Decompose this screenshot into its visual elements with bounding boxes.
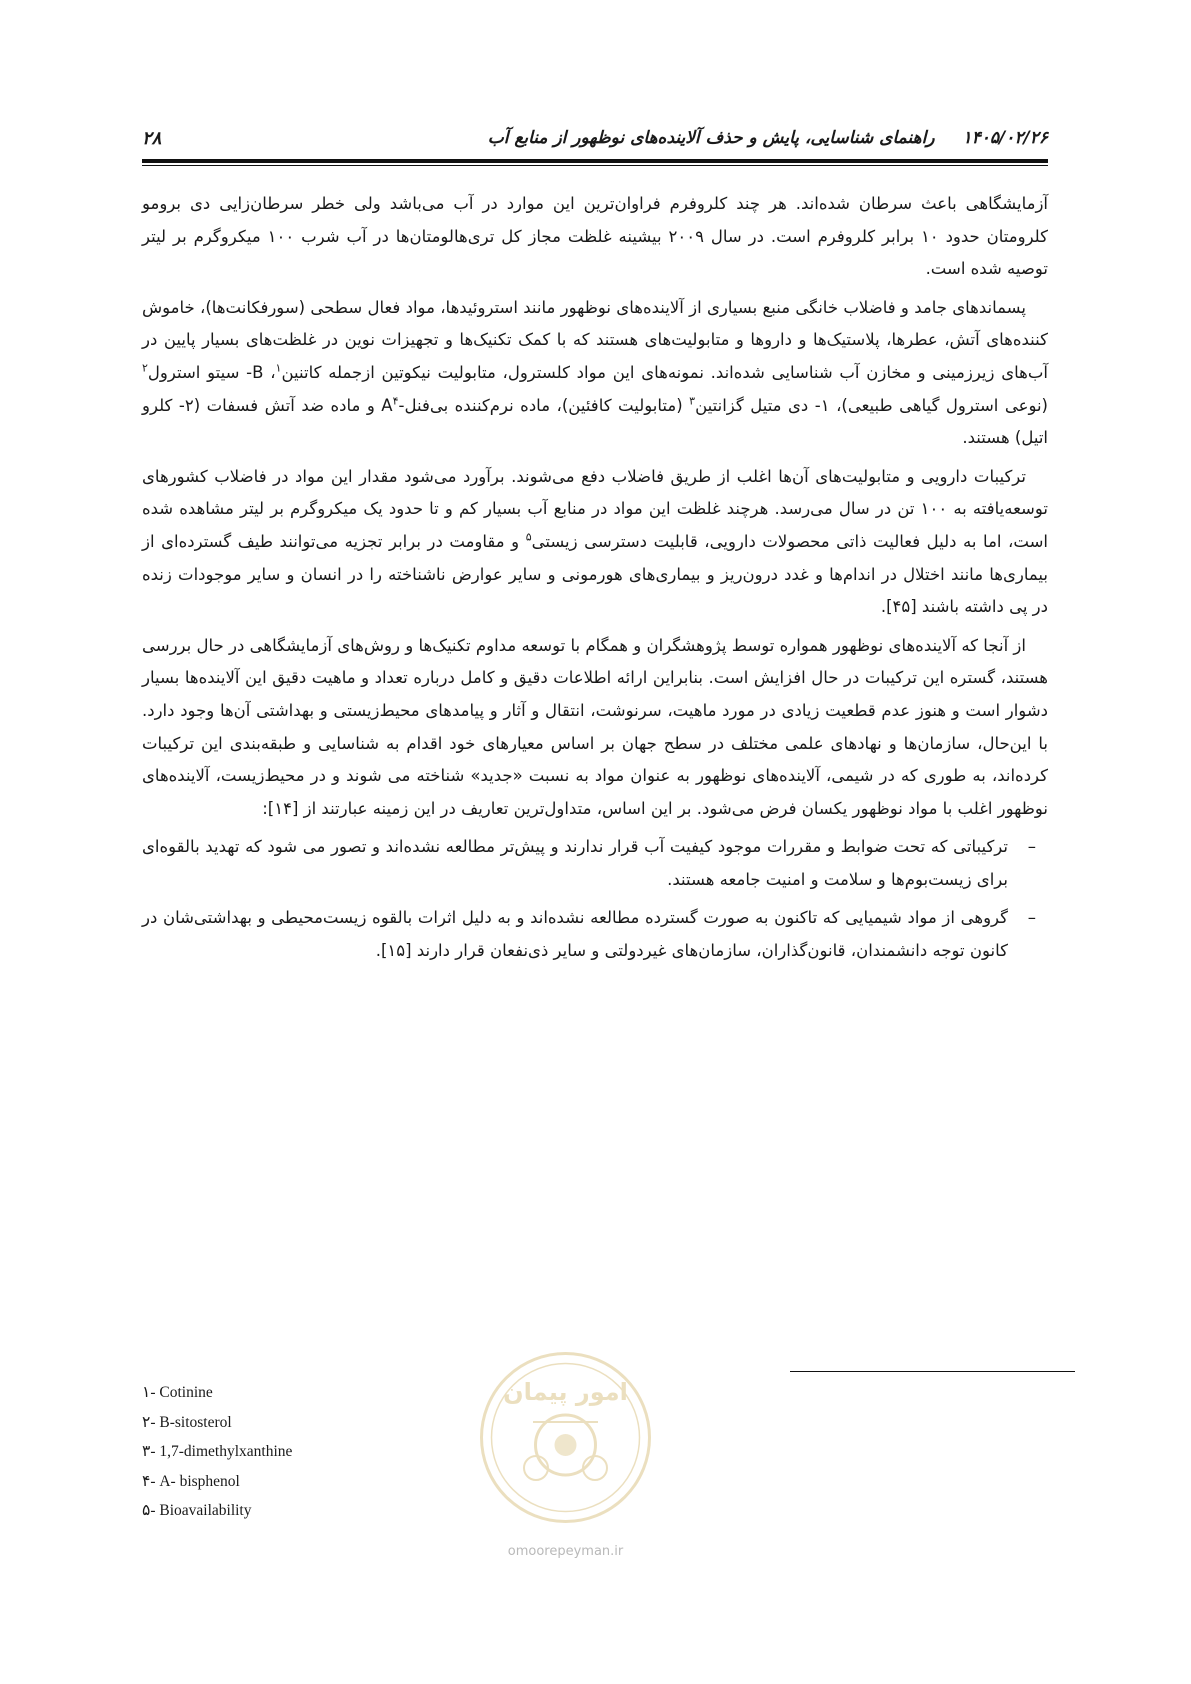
running-title (488, 128, 1048, 148)
text-run: (نوعی استرول گیاهی طبیعی)، ۱- دی متیل گزانتین (695, 395, 1048, 415)
list-item-text: گروهی از مواد شیمیایی که تاکنون به صورت گسترده مطالعه نشده‌اند و به دلیل اثرات بالقوه زیست‌محیطی و بهداشتی‌شان در کانون توجه دانشمندان، قانون‌گذاران، سازمان‌های غیردولتی و سایر ذی‌نفعان قرار دارند [۱۵]. (142, 908, 1008, 961)
footnote-ref: ۳ (689, 394, 696, 408)
header-title: راهنمای شناسایی، پایش و حذف آلاینده‌های نوظهور از منابع آب (487, 128, 935, 148)
footnote-separator (790, 1371, 1075, 1372)
watermark-logo-text: امور پیمان (503, 1378, 628, 1406)
footnote: ۱- Cotinine (142, 1384, 213, 1401)
watermark-logo-icon (478, 1350, 653, 1525)
watermark-url: omoorepeyman.ir (507, 1544, 624, 1559)
header-date: ۱۴۰۵/۰۲/۲۶ (962, 128, 1048, 148)
bullet-dash: – (1027, 908, 1036, 928)
paragraph (142, 292, 1048, 455)
list-item (142, 902, 1048, 967)
paragraph: آزمایشگاهی باعث سرطان شده‌اند. هر چند کلروفرم فراوان‌ترین این موارد در آب می‌باشد ولی خطر سرطان‌زایی دی برومو کلرومتان حدود ۱۰ برابر کلروفرم است. در سال ۲۰۰۹ بیشینه غلظت مجاز کل تری‌هالومتان‌ها در آب شرب ۱۰۰ میکروگرم بر لیتر توصیه شده است. (142, 194, 1048, 279)
definition-list (142, 831, 1048, 967)
body-text (142, 188, 1048, 974)
footnote-ref: ۵ (525, 530, 532, 544)
text-run: پسماندهای جامد و فاضلاب خانگی منبع بسیاری از آلاینده‌های نوظهور مانند استروئیدها، مواد فعال سطحی (سورفکانت‌ها)، خاموش کننده‌های آتش، عطرها، پلاستیک‌ها و داروها و متابولیت‌های هستند که با کمک تکنیک‌ها و تجهیزات نوین در غلظت‌های بسیار پایین در آب‌های زیرزمینی و مخازن آب شناسایی شده‌اند. نمونه‌های این مواد کلسترول، متابولیت نیکوتین ازجمله کاتنین (142, 297, 1048, 382)
page-number: ۲۸ (142, 128, 162, 149)
header-rule-thick (142, 159, 1048, 163)
bullet-dash: – (1027, 837, 1036, 857)
list-item-text: ترکیباتی که تحت ضوابط و مقررات موجود کیفیت آب قرار ندارند و پیش‌تر مطالعه نشده‌اند و تصور می شود که تهدید بالقوه‌ای برای زیست‌بوم‌ها و سلامت و امنیت جامعه هستند. (142, 837, 1008, 889)
footnote-ref: ۱ (275, 361, 282, 375)
footnote-ref: ۲ (142, 361, 148, 375)
footnote: ۲- B-sitosterol (142, 1413, 232, 1431)
text-run: (متابولیت کافئین)، ماده نرم‌کننده بی‌فنل-A (381, 395, 690, 415)
footnote: ۴- A- bisphenol (142, 1472, 240, 1490)
text-run: و مقاومت در برابر تجزیه می‌توانند طیف گسترده‌ای از بیماری‌ها مانند اختلال در اندام‌ها و غدد درون‌ریز و بیماری‌های هورمونی و سایر عوارض ناشناخته را در انسان و سایر موجودات زنده در پی داشته باشند [۴۵]. (142, 531, 1048, 617)
text-run: ، B- سیتو استرول (147, 362, 276, 382)
paragraph (142, 461, 1048, 624)
page-header (142, 128, 1048, 154)
footnotes (142, 1378, 442, 1526)
footnote: ۳- 1,7-dimethylxanthine (142, 1443, 293, 1460)
footnote-ref: ۴ (392, 394, 399, 408)
list-item (142, 831, 1048, 896)
text-run: ترکیبات دارویی و متابولیت‌های آن‌ها اغلب از طریق فاضلاب دفع می‌شوند. برآورد می‌شود مقدار این مواد در فاضلاب کشورهای توسعه‌یافته به ۱۰۰ تن در سال می‌رسد. هرچند غلظت این مواد در منابع آب بسیار کم و تا حدود یک میکروگرم بر لیتر مشاهده شده است، اما به دلیل فعالیت ذاتی محصولات دارویی، قابلیت دسترسی زیستی (142, 466, 1048, 551)
header-rule-thin (142, 165, 1048, 166)
paragraph: از آنجا که آلاینده‌های نوظهور همواره توسط پژوهشگران و همگام با توسعه مداوم تکنیک‌ها و روش‌های آزمایشگاهی در حال بررسی هستند، گستره این ترکیبات در حال افزایش است. بنابراین ارائه اطلاعات دقیق و کامل درباره تعداد و ماهیت دقیق این آلاینده‌ها بسیار دشوار است و هنوز عدم قطعیت زیادی در مورد ماهیت، سرنوشت، انتقال و آثار و پیامدهای محیط‌زیستی و بهداشتی آن‌ها وجود دارد. با این‌حال، سازمان‌ها و نهادهای علمی مختلف در سطح جهان بر اساس معیارهای خود اقدام به شناسایی و طبقه‌بندی این ترکیبات کرده‌اند، به طوری که در شیمی، آلاینده‌های نوظهور به عنوان مواد به نسبت «جدید» شناخته می شوند و در محیط‌زیست، آلاینده‌های نوظهور اغلب با مواد نوظهور یکسان فرض می‌شود. بر این اساس، متداول‌ترین تعاریف در این زمینه عبارتند از [۱۴]: (142, 635, 1048, 818)
footnote: ۵- Bioavailability (142, 1502, 252, 1519)
text-run: و ماده ضد آتش فسفات (۲- کلرو اتیل) هستند. (142, 395, 1048, 448)
